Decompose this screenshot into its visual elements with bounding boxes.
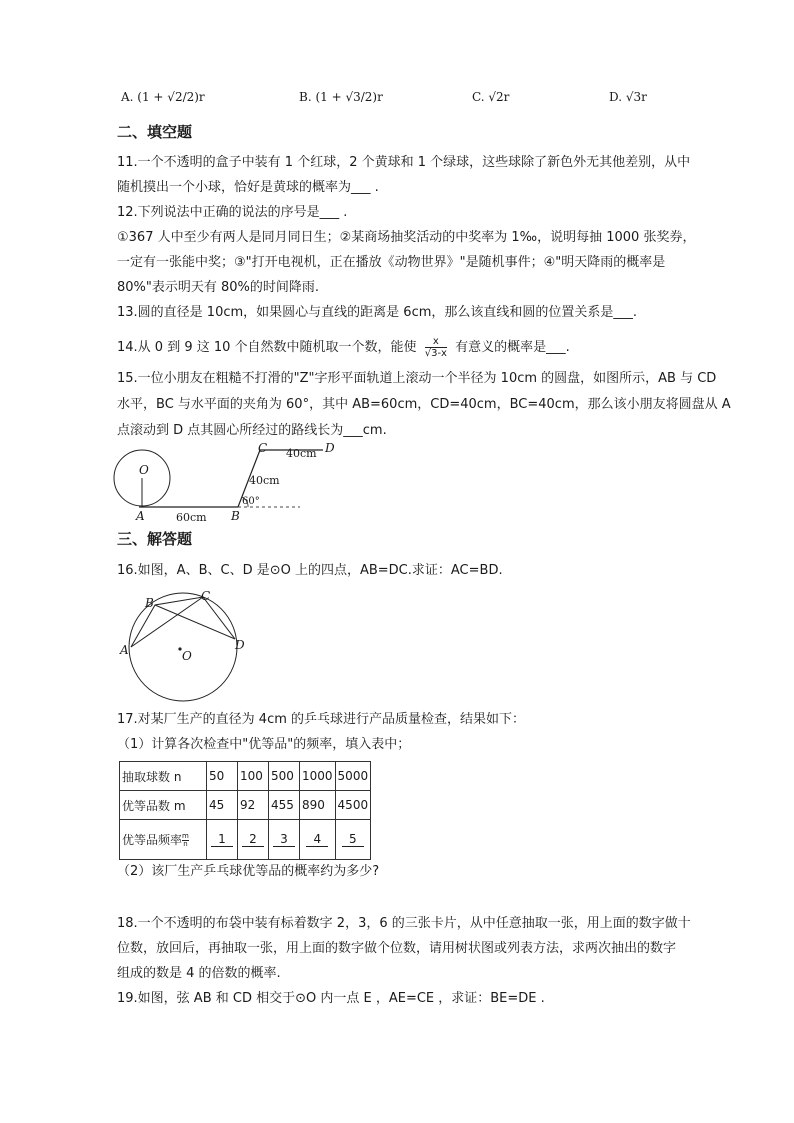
table-row (120, 791, 371, 820)
q19-text: 19.如图，弦 AB 和 CD 相交于⊙O 内一点 E ，AE=CE ，求证：BE=DE . (117, 991, 545, 1006)
q14-numerator: x (425, 336, 447, 348)
freq-fraction-num: m (182, 832, 189, 840)
table-row-head: 抽取球数 n (120, 762, 207, 791)
answer-blank: 5 (342, 832, 364, 847)
answer-blank: 2 (242, 832, 264, 847)
answer-blank: 4 (306, 832, 328, 847)
option-c: C. √2r (472, 90, 510, 104)
table-cell (207, 820, 238, 860)
q12-line3: 一定有一张能中奖；③"打开电视机，正在播放《动物世界》"是随机事件；④"明天降雨的概率是 (117, 255, 666, 270)
label-cd-length: 40cm (286, 447, 317, 460)
table-row (120, 762, 371, 791)
section-heading-answer: 三、解答题 (117, 530, 193, 548)
q16-figure (117, 587, 257, 702)
table-cell: 5000 (335, 762, 371, 791)
q18-line2: 位数，放回后，再抽取一张，用上面的数字做个位数，请用树状图或列表方法，求两次抽出的数字 (117, 941, 677, 956)
q12-line1: 12.下列说法中正确的说法的序号是___ . (117, 205, 348, 220)
table-cell: 50 (207, 762, 238, 791)
q11-line2: 随机摸出一个小球，恰好是黄球的概率为___ . (117, 180, 379, 195)
label-o: O (182, 649, 192, 663)
table-cell: 45 (207, 791, 238, 820)
table-cell: 4500 (335, 791, 371, 820)
table-cell (300, 820, 336, 860)
q14-pre: 14.从 0 到 9 这 10 个自然数中随机取一个数，能使 (117, 340, 417, 355)
q13-text: 13.圆的直径是 10cm，如果圆心与直线的距离是 6cm，那么该直线和圆的位置关系是___. (117, 305, 638, 320)
table-cell: 92 (238, 791, 269, 820)
chord-ac (131, 597, 203, 647)
freq-label: 优等品频率 (122, 833, 183, 847)
table-cell: 455 (269, 791, 300, 820)
q17-part2: （2）该厂生产乒乓球优等品的概率约为多少? (117, 864, 380, 879)
label-a: A (120, 643, 129, 657)
q14-text (117, 336, 570, 359)
q14-fraction (425, 336, 447, 359)
option-b: B. (1 + √3/2)r (299, 90, 383, 104)
q17-part1: （1）计算各次检查中"优等品"的频率，填入表中； (117, 737, 411, 752)
label-b: B (145, 596, 154, 610)
q12-line2: ①367 人中至少有两人是同月同日生；②某商场抽奖活动的中奖率为 1‰，说明每抽 1000 张奖券， (117, 230, 696, 245)
option-d: D. √3r (609, 90, 647, 104)
q11-line1: 11.一个不透明的盒子中装有 1 个红球，2 个黄球和 1 个绿球，这些球除了新色外无其他差别，从中 (117, 155, 691, 170)
q12-line4: 80%"表示明天有 80%的时间降雨. (117, 280, 320, 295)
q15-figure (108, 440, 335, 525)
q15-line3: 点滚动到 D 点其圆心所经过的路线长为___cm. (117, 423, 387, 438)
table-cell: 100 (238, 762, 269, 791)
q14-post: 有意义的概率是___. (455, 340, 570, 355)
label-d: D (325, 441, 335, 455)
table-row-head: 优等品数 m (120, 791, 207, 820)
q17-line1: 17.对某厂生产的直径为 4cm 的乒乓球进行产品质量检查，结果如下： (117, 712, 526, 727)
q18-line3: 组成的数是 4 的倍数的概率. (117, 966, 281, 981)
answer-blank: 3 (273, 832, 295, 847)
q15-line1: 15.一位小朋友在粗糙不打滑的"Z"字形平面轨道上滚动一个半径为 10cm 的圆盘，如图所示，AB 与 CD (117, 371, 717, 386)
table-cell (269, 820, 300, 860)
q18-line1: 18.一个不透明的布袋中装有标着数字 2，3，6 的三张卡片，从中任意抽取一张，用上面的数字做十 (117, 916, 691, 931)
label-ab-length: 60cm (176, 511, 207, 524)
label-o: O (139, 463, 149, 477)
table-cell: 1000 (300, 762, 336, 791)
label-c: C (201, 589, 211, 603)
table-row-head (120, 820, 207, 860)
freq-fraction-den: n (183, 840, 188, 848)
q16-text: 16.如图，A、B、C、D 是⊙O 上的四点，AB=DC.求证：AC=BD. (117, 563, 503, 578)
frequency-table (119, 761, 371, 860)
option-a: A. (1 + √2/2)r (121, 90, 205, 104)
table-cell (238, 820, 269, 860)
label-b: B (231, 509, 240, 523)
label-bc-length: 40cm (249, 474, 280, 487)
label-c: C (258, 441, 268, 455)
q14-denominator: √3-x (424, 348, 447, 359)
table-cell: 500 (269, 762, 300, 791)
section-heading-fill-blank: 二、填空题 (117, 123, 193, 141)
table-cell (335, 820, 371, 860)
q15-line2: 水平，BC 与水平面的夹角为 60°，其中 AB=60cm，CD=40cm，BC=40cm，那么该小朋友将圆盘从 A (117, 397, 731, 412)
label-a: A (136, 509, 145, 523)
answer-blank: 1 (211, 832, 233, 847)
freq-fraction (182, 833, 189, 848)
table-cell: 890 (300, 791, 336, 820)
label-angle: 60° (242, 496, 260, 507)
label-d: D (235, 638, 245, 652)
table-row (120, 820, 371, 860)
